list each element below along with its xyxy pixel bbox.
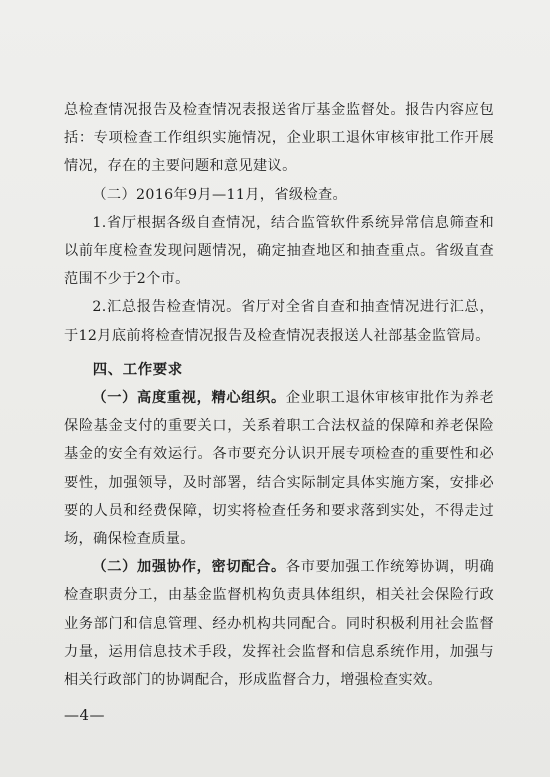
section-provincial-inspection: （二）2016年9月—11月，省级检查。 (92, 186, 348, 203)
document-body (64, 96, 494, 694)
subheading-cooperation: （二）加强协作，密切配合。 (92, 559, 286, 576)
paragraph-high-attention-body: 企业职工退休审核审批作为养老保险基金支付的重要关口，关系着职工合法权益的保障和养老保险基金的安全有效运行。各市要充分认识开展专项检查的重要性和必要性，加强领导，及时部署，结合实际制定具体实施方案，安排必要的人员和经费保障，切实将检查任务和要求落到实处，不得走过场，确保检查质量。 (64, 390, 494, 548)
paragraph-high-attention (64, 384, 494, 553)
page-number: —4— (64, 706, 106, 724)
section-heading-work-requirements: 四、工作要求 (92, 361, 183, 378)
paragraph-cooperation-body: 各市要加强工作统筹协调，明确检查职责分工，由基金监督机构负责具体组织，相关社会保险行政业务部门和信息管理、经办机构共同配合。同时积极利用社会监督力量，运用信息技术手段，发挥社会监督和信息系统作用，加强与相关行政部门的协调配合，形成监督合力，增强检查实效。 (64, 559, 494, 689)
paragraph-report-content: 总检查情况报告及检查情况表报送省厅基金监督处。报告内容应包括：专项检查工作组织实施情况，企业职工退休审核审批工作开展情况，存在的主要问题和意见建议。 (64, 102, 494, 175)
subheading-high-attention: （一）高度重视，精心组织。 (92, 390, 286, 407)
paragraph-provincial-spot-check: 1.省厅根据各级自查情况，结合监管软件系统异常信息筛查和以前年度检查发现问题情况，确定抽查地区和抽查重点。省级直查范围不少于2个市。 (64, 214, 494, 288)
paragraph-summary-report: 2.汇总报告检查情况。省厅对全省自查和抽查情况进行汇总，于12月底前将检查情况报告及检查情况表报送人社部基金监管局。 (64, 299, 494, 344)
paragraph-cooperation (64, 553, 494, 694)
